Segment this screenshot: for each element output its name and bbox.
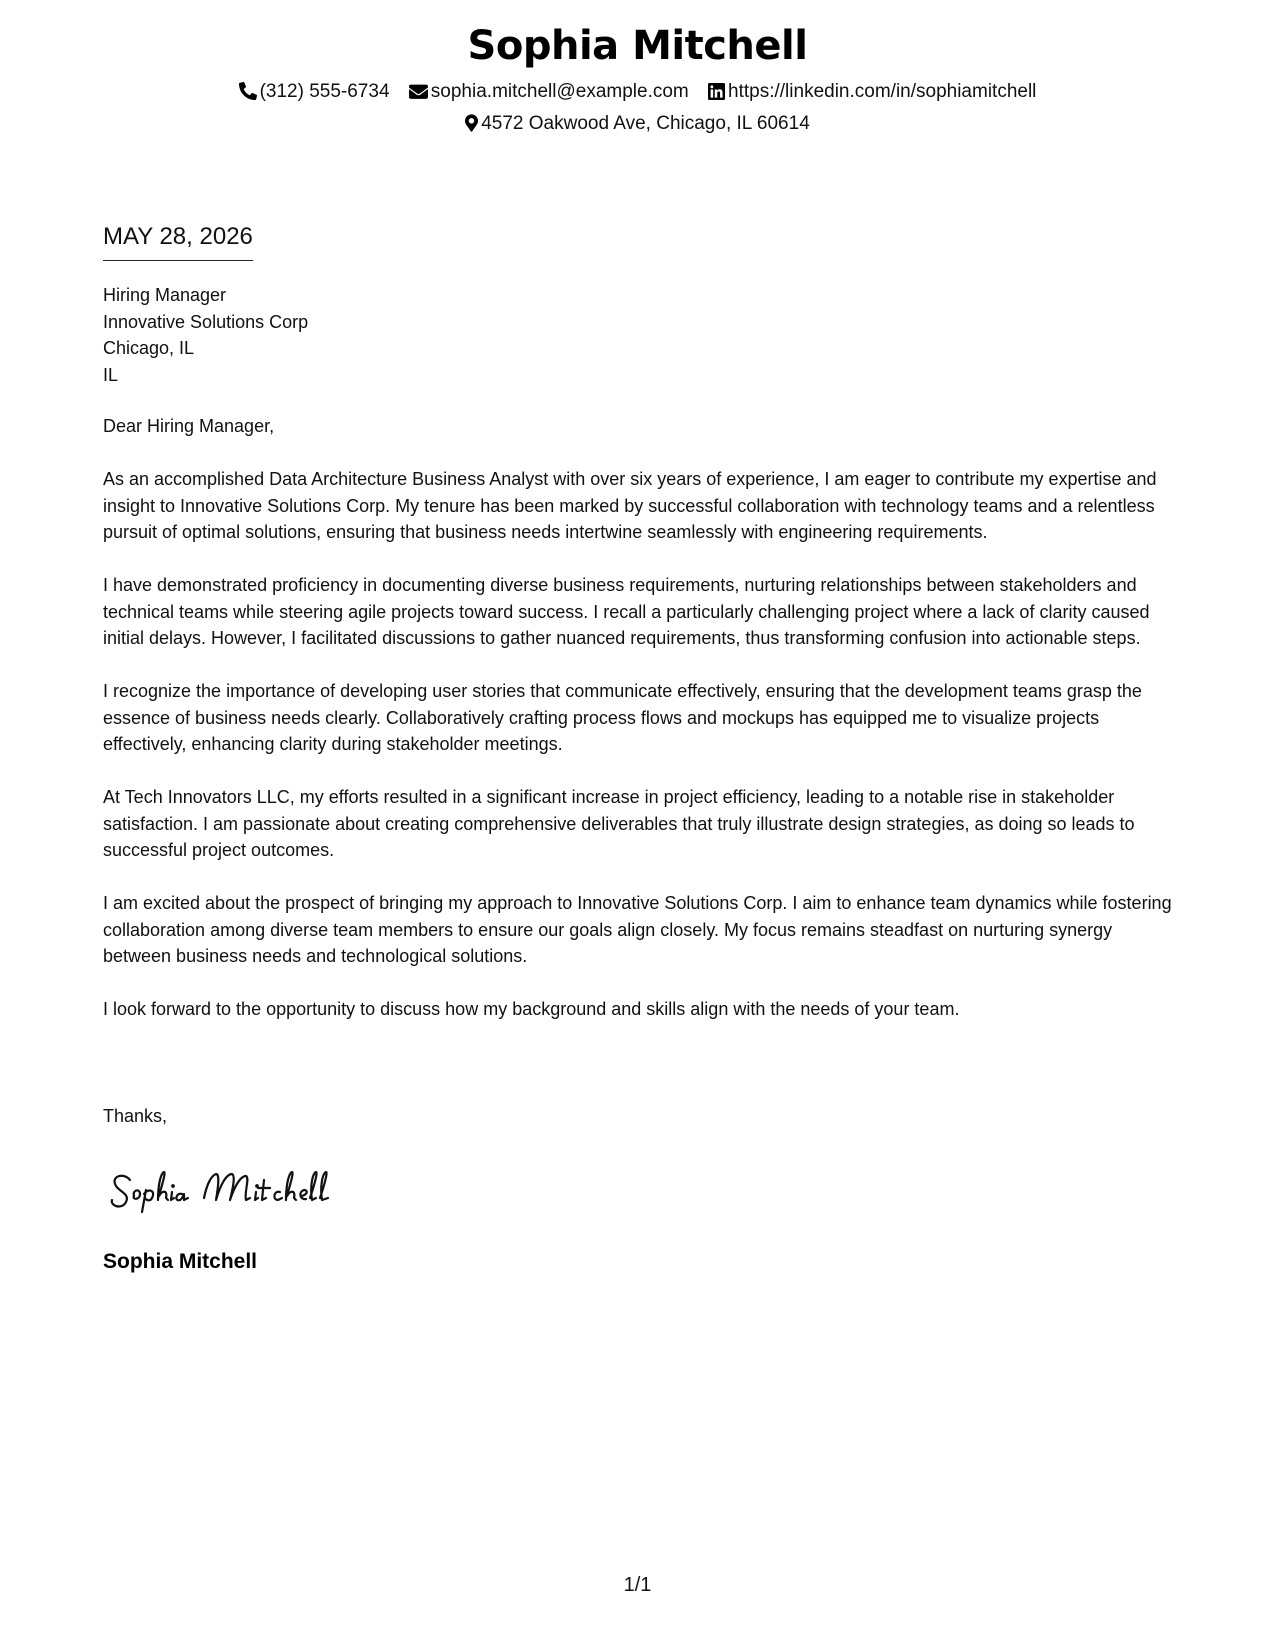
contact-linkedin [708, 80, 1036, 104]
handwritten-signature [108, 1158, 368, 1218]
contact-row-secondary [0, 112, 1275, 136]
recipient-state: IL [103, 364, 119, 385]
recipient-title: Hiring Manager [103, 285, 227, 305]
linkedin-url: https://linkedin.com/in/sophiamitchell [728, 81, 1037, 102]
email-address: sophia.mitchell@example.com [430, 81, 689, 102]
letter-date: MAY 28, 2026 [103, 222, 253, 261]
page-number: 1/1 [623, 1574, 652, 1596]
body-paragraph: As an accomplished Data Architecture Business Analyst with over six years of experience, I am eager to contribute my expertise and insight to Innovative Solutions Corp. My tenure has been marked by successful collaboration with technology teams and a relentless pursuit of optimal solutions, ensuring that business needs intertwine seamlessly with engineering requirements. [103, 469, 1157, 542]
recipient-city: Chicago, IL [103, 338, 195, 358]
contact-phone [239, 80, 390, 104]
recipient-company: Innovative Solutions Corp [103, 311, 309, 332]
body-paragraph: I recognize the importance of developing user stories that communicate effectively, ensuring that the development teams grasp the essence of business needs clearly. Collaboratively crafting process flows and mockups has equipped me to visualize projects effectively, enhancing clarity during stakeholder meetings. [103, 681, 1142, 754]
body-paragraph: At Tech Innovators LLC, my efforts resulted in a significant increase in project efficiency, leading to a notable rise in stakeholder satisfaction. I am passionate about creating comprehensive deliverables that truly illustrate design strategies, as doing so leads to successful project outcomes. [103, 787, 1135, 860]
body-paragraph: I am excited about the prospect of bringing my approach to Innovative Solutions Corp. I aim to enhance team dynamics while fostering collaboration among diverse team members to ensure our goals align closely. My focus remains steadfast on nurturing synergy between business needs and technological solutions. [103, 893, 1172, 966]
recipient-block [103, 282, 308, 388]
phone-number: (312) 555-6734 [259, 81, 390, 102]
street-address: 4572 Oakwood Ave, Chicago, IL 60614 [481, 113, 810, 134]
applicant-name-heading: Sophia Mitchell [467, 23, 808, 69]
envelope-icon [409, 84, 428, 100]
map-marker-icon [465, 114, 478, 132]
body-paragraph: I look forward to the opportunity to discuss how my background and skills align with the needs of your team. [103, 999, 960, 1019]
linkedin-icon [708, 83, 725, 100]
salutation: Dear Hiring Manager, [103, 416, 275, 436]
phone-icon [239, 82, 257, 100]
signer-name: Sophia Mitchell [103, 1250, 258, 1273]
closing-line: Thanks, [103, 1106, 168, 1126]
contact-address [465, 112, 810, 136]
body-paragraph: I have demonstrated proficiency in documenting diverse business requirements, nurturing relationships between stakeholders and technical teams while steering agile projects toward success. I recall a particularly challenging project where a lack of clarity caused initial delays. However, I facilitated discussions to gather nuanced requirements, thus transforming confusion into actionable steps. [103, 575, 1150, 648]
contact-email [409, 80, 689, 104]
contact-row-primary [0, 80, 1275, 104]
letter-body [103, 413, 1181, 1049]
